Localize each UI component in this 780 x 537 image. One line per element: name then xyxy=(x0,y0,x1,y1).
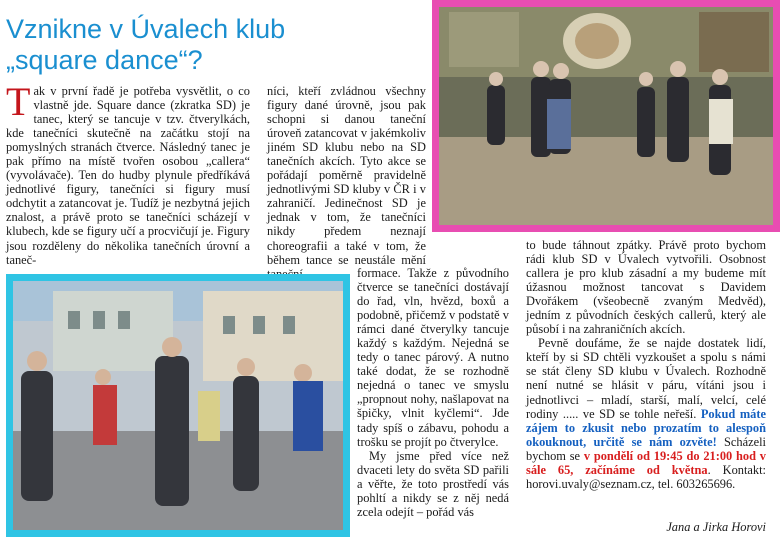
title-line-2: „square dance“? xyxy=(6,45,203,75)
article-column-1 xyxy=(6,79,250,267)
column-2-top-text: níci, kteří zvládnou všechny figury dané úrovně, jsou pak schopni si danou taneční úroveň zatancovat v jakémkoliv jiném SD klubu nebo na SD tanečních akcích. Tyto akce se pořádají poměrně pravidelně jednotlivými SD kluby v ČR i v zahraničí. Jedinečnost SD je jednak v tom, že tanečníci nikdy předem neznají choreografii a také v tom, že během tance se neustále mění xyxy=(267,84,426,267)
column-3-text-a: Pevně doufáme, že se najde dostatek lidí, kteří by si SD chtěli vyzkoušet a spolu s námi se stát členy SD klubu v Úvalech. Rozhodně není nutné se hlásit v páru, vítáni jsou i jednotlivci – mladí, starší, malí, velcí, celé rodiny ..... ve SD se tohle neřeší. xyxy=(526,336,766,421)
title-line-1: Vznikne v Úvalech klub xyxy=(6,14,286,44)
highlight-red: v pondělí od 19:45 do 21:00 hod v sále 65, začínáme od května xyxy=(526,448,766,477)
column-3-paragraph-2 xyxy=(526,336,766,491)
article-column-3 xyxy=(526,238,766,491)
article-title xyxy=(6,14,426,76)
photo-dance-square xyxy=(6,274,350,537)
photo-dance-hall xyxy=(432,0,780,232)
drop-cap: T xyxy=(6,79,31,124)
column-2-bottom-text: formace. Takže z původního čtverce se tanečníci dostávají do řad, vln, hvězd, boxů a podobně, přičemž v podstatě v rámci dané čtverylky tancuje každý s každým. Nejedná se tedy o tanec párový. A nutno také dodat, že se rozhodně nejedná o tanec ve smyslu „propnout nohy, našlapovat na špičky, vlnit kyčlemi“. Jde tady spíš o zábavu, pohodu a trošku se projít po čtverylce. xyxy=(357,266,509,449)
contact-text: . Kontakt: horovi.uvaly@seznam.cz, tel. 603265696. xyxy=(526,462,766,491)
dance-square-image xyxy=(13,281,343,530)
column-3-paragraph-1: to bude táhnout zpátky. Právě proto bychom rádi klub SD v Úvalech vytvořili. Osobnost callera je pro klub zásadní a my budeme mít úžasnou možnost tancovat s Davidem Dvořákem (všeobecně zvaným Medvěd), jedním z původních českých callerů, který ale působí i na zahraničních akcích. xyxy=(526,238,766,337)
article-column-2-bottom xyxy=(357,266,509,519)
column-3-text-b: Scházeli bychom se xyxy=(526,434,766,463)
dance-hall-image xyxy=(439,7,773,225)
article-column-2-top xyxy=(267,84,426,281)
column-1-text: ak v první řadě je potřeba vysvětlit, o co vlastně jde. Square dance (zkratka SD) je tanec, který se tancuje v tzv. čtverylkách, kde tanečníci skutečně na začátku stojí na pomyslných stranách čtverce. Následný tanec je pak přímo na místě tvořen osobou „callera“ (vyvolávače). Ten do hudby plynule předříkává jednotlivé figury, tanečníci si figury musí odchytit a zatancovat je. Tudíž je nezbytná jejich znalost, a právě proto se tanečníci scházejí v klubech, kde se figury učí a procvičují je. Figury jsou rozděleny do několika tanečních úrovní a taneč- xyxy=(6,84,250,267)
highlight-blue: Pokud máte zájem to zkusit nebo prozatím to alespoň okouknout, určitě se nám ozvěte! xyxy=(526,406,766,449)
signature: Jana a Jirka Horovi xyxy=(666,520,766,534)
column-2-paragraph-2: My jsme před více než dvaceti lety do světa SD pařili a věřte, že toto prostředí vás pohltí a nikdy se z něj nedá zcela odejít – pořád vás xyxy=(357,448,509,519)
